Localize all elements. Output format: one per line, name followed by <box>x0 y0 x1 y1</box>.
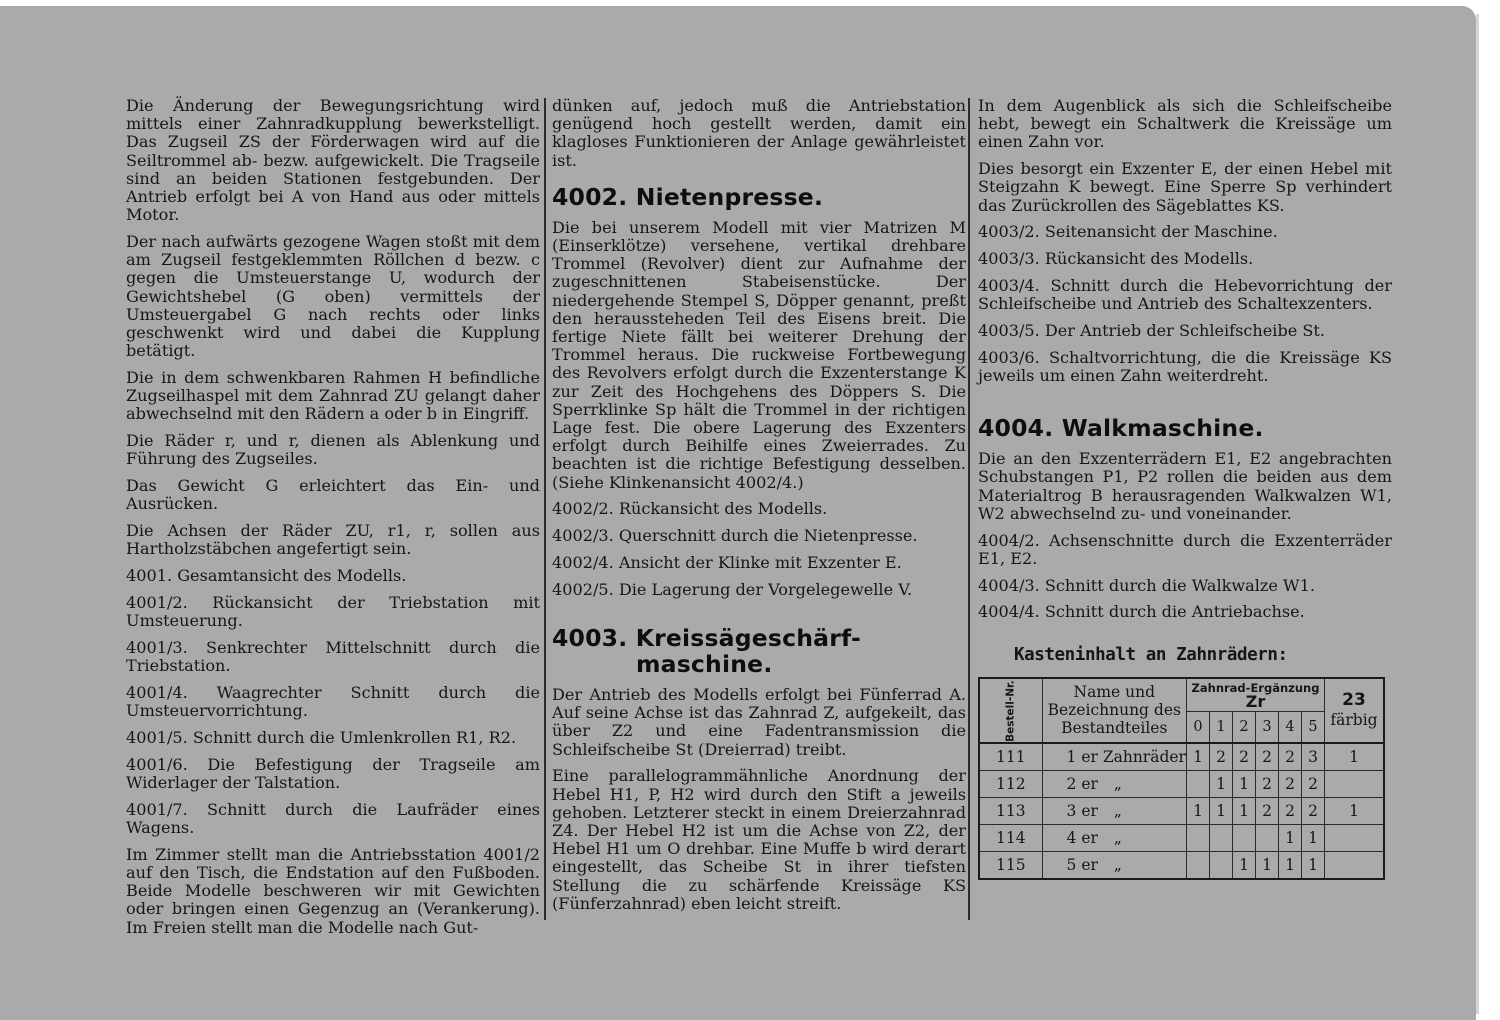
cell <box>1210 851 1233 879</box>
paragraph: dünken auf, jedoch muß die Antriebstation genügend hoch gestellt werden, damit ein klagloses Funktionieren der Anlage gewährleistet ist. <box>552 96 966 170</box>
figure-caption: 4002/2. Rückansicht des Modells. <box>552 499 828 519</box>
cell: 1 <box>1187 797 1210 824</box>
figure-caption: 4004/4. Schnitt durch die Antriebachse. <box>978 602 1305 622</box>
column-header-3: 3 <box>1256 711 1279 743</box>
table-title: Kasteninhalt an Zahnrädern: <box>1014 644 1288 665</box>
cell <box>1233 824 1256 851</box>
row-nr: 115 <box>979 851 1042 879</box>
heading-line: 4003. Kreissägeschärf- <box>552 624 861 653</box>
cell: 1 <box>1233 851 1256 879</box>
text-column-middle <box>552 97 966 922</box>
table-row <box>979 743 1384 771</box>
ditto-mark: „ <box>1113 774 1122 793</box>
column-header-name: Name und Bezeichnung des Bestandteiles <box>1042 678 1186 743</box>
cell: 1 <box>1302 824 1325 851</box>
cell <box>1210 824 1233 851</box>
row-nr: 112 <box>979 770 1042 797</box>
paragraph: Im Zimmer stellt man die Antriebsstation 4001/2 auf den Tisch, die Endstation auf den Fußboden. Beide Modelle beschweren wir mit Gewichten oder bringen einen Gegenzug an (Verankerung). Im Freien stellt man die Modelle nach Gut- <box>126 844 540 937</box>
cell: 3 <box>1302 743 1325 771</box>
figure-caption: 4001. Gesamtansicht des Modells. <box>126 566 407 586</box>
cell <box>1187 824 1210 851</box>
row-nr: 114 <box>979 824 1042 851</box>
figure-caption: 4004/2. Achsenschnitte durch die Exzenterräder E1, E2. <box>978 530 1392 568</box>
cell: 1 <box>1233 770 1256 797</box>
figure-caption: 4003/2. Seitenansicht der Maschine. <box>978 222 1278 242</box>
cell-farbig <box>1325 851 1385 879</box>
cell <box>1256 824 1279 851</box>
column-header-0: 0 <box>1187 711 1210 743</box>
column-rule-right <box>968 98 970 920</box>
paragraph: In dem Augenblick als sich die Schleifscheibe hebt, bewegt ein Schaltwerk die Kreissäge um einen Zahn vor. <box>978 96 1392 152</box>
column-header-bestell: Bestell-Nr. <box>979 678 1042 743</box>
row-name: 1 er Zahnräder <box>1042 743 1186 771</box>
group-label: Zahnrad-Ergänzung <box>1191 680 1320 695</box>
column-header-5: 5 <box>1302 711 1325 743</box>
cell: 2 <box>1302 770 1325 797</box>
ditto-mark: „ <box>1113 828 1122 847</box>
cell: 1 <box>1210 797 1233 824</box>
column-header-4: 4 <box>1279 711 1302 743</box>
cell: 2 <box>1302 797 1325 824</box>
cell: 1 <box>1302 851 1325 879</box>
column-header-1: 1 <box>1210 711 1233 743</box>
paragraph: Die Achsen der Räder ZU, r1, r, sollen aus Hartholzstäbchen angefertigt sein. <box>126 521 540 559</box>
cell-farbig <box>1325 824 1385 851</box>
column-header-farbig <box>1325 678 1385 743</box>
figure-caption: 4001/6. Die Befestigung der Tragseile am Widerlager der Talstation. <box>126 754 540 793</box>
figure-caption: 4001/7. Schnitt durch die Laufräder eines Wagens. <box>126 799 540 838</box>
figure-caption: 4001/2. Rückansicht der Triebstation mit Umsteuerung. <box>126 593 540 631</box>
cell: 1 <box>1279 824 1302 851</box>
paragraph: Die in dem schwenkbaren Rahmen H befindliche Zugseilhaspel mit dem Zahnrad ZU gelangt daher abwechselnd mit den Rädern a oder b in Eingriff. <box>126 368 540 424</box>
figure-caption: 4001/5. Schnitt durch die Umlenkrollen R1, R2. <box>126 728 517 748</box>
column-header-2: 2 <box>1233 711 1256 743</box>
paragraph: Dies besorgt ein Exzenter E, der einen Hebel mit Steigzahn K bewegt. Eine Sperre Sp verhindert das Zurückrollen des Sägeblattes KS. <box>978 159 1392 215</box>
cell-farbig: 1 <box>1325 743 1385 771</box>
section-heading-4004: 4004. Walkmaschine. <box>978 414 1264 443</box>
farbig-number: 23 <box>1342 690 1366 711</box>
gear-contents-table <box>978 677 1385 880</box>
table-row <box>979 824 1384 851</box>
cell <box>1187 851 1210 879</box>
cell: 2 <box>1279 770 1302 797</box>
figure-caption: 4003/4. Schnitt durch die Hebevorrichtung der Schleifscheibe und Antrieb des Schaltexzenters. <box>978 276 1392 314</box>
group-sub-label: Zr <box>1245 691 1266 711</box>
paragraph: Der Antrieb des Modells erfolgt bei Fünferrad A. Auf seine Achse ist das Zahnrad Z, aufgekeilt, das über Z2 und eine Fadentransmission die Schleifscheibe St (Dreierrad) treibt. <box>552 685 966 759</box>
paragraph: Die bei unserem Modell mit vier Matrizen M (Einserklötze) versehene, vertikal drehbare Trommel (Revolver) dient zur Aufnahme der zugeschnittenen Stabeisenstücke. Der niedergehende Stempel S, Döpper genannt, preßt den heraussteheden Teil des Eisens breit. Die fertige Niete fällt bei weiterer Drehung der Trommel heraus. Die ruckweise Fortbewegung des Revolvers erfolgt durch die Exzenterstange K zur Zeit des Hochgehens des Döppers S. Die Sperrklinke Sp hält die Trommel in der richtigen Lage fest. Die obere Lagerung des Exzenters erfolgt durch Beihilfe eines Zweierrades. Zu beachten ist die richtige Befestigung desselben. (Siehe Klinkenansicht 4002/4.) <box>552 217 966 492</box>
figure-caption: 4002/4. Ansicht der Klinke mit Exzenter E. <box>552 553 902 573</box>
cell: 1 <box>1210 770 1233 797</box>
cell: 2 <box>1256 770 1279 797</box>
paragraph: Der nach aufwärts gezogene Wagen stoßt mit dem am Zugseil festgeklemmten Röllchen d bezw. c gegen die Umsteuerstange U, wodurch der Gewichtshebel (G oben) vermittels der Umsteuergabel G nach rechts oder links geschwenkt wird und dabei die Kupplung betätigt. <box>126 232 540 361</box>
figure-caption: 4002/5. Die Lagerung der Vorgelegewelle V. <box>552 579 913 599</box>
heading-line: maschine. <box>636 650 773 679</box>
row-name: 2 er „ <box>1042 770 1186 797</box>
cell-farbig: 1 <box>1325 797 1385 824</box>
row-name: 3 er „ <box>1042 797 1186 824</box>
section-heading-4002: 4002. Nietenpresse. <box>552 182 824 211</box>
figure-caption: 4003/6. Schaltvorrichtung, die die Kreissäge KS jeweils um einen Zahn weiterdreht. <box>978 347 1392 385</box>
text-column-left <box>126 97 540 945</box>
figure-caption: 4001/3. Senkrechter Mittelschnitt durch die Triebstation. <box>126 638 540 676</box>
column-header-group <box>1187 678 1325 712</box>
cell: 2 <box>1256 797 1279 824</box>
ditto-mark: „ <box>1113 855 1122 874</box>
paragraph: Das Gewicht G erleichtert das Ein- und Ausrücken. <box>126 476 540 514</box>
paragraph: Die Änderung der Bewegungsrichtung wird mittels einer Zahnradkupplung bewerkstelligt. Das Zugseil ZS der Förderwagen wird auf die Seiltrommel ab- bezw. aufgewickelt. Die Tragseile sind an beiden Stationen festgebunden. Der Antrieb erfolgt bei A von Hand aus oder mittels Motor. <box>126 96 540 225</box>
farbig-label: färbig <box>1330 711 1378 730</box>
table-row <box>979 770 1384 797</box>
paragraph: Die an den Exzenterrädern E1, E2 angebrachten Schubstangen P1, P2 rollen die beiden aus dem Materialtrog B herausragenden Walkwalzen W1, W2 abwechselnd zu- und voneinander. <box>978 449 1392 523</box>
cell: 2 <box>1233 743 1256 771</box>
cell: 1 <box>1187 743 1210 771</box>
section-heading-4003 <box>552 625 966 677</box>
row-name: 5 er „ <box>1042 851 1186 879</box>
cell: 2 <box>1256 743 1279 771</box>
figure-caption: 4001/4. Waagrechter Schnitt durch die Umsteuervorrichtung. <box>126 683 540 721</box>
column-rule-left <box>544 98 546 920</box>
figure-caption: 4004/3. Schnitt durch die Walkwalze W1. <box>978 575 1315 595</box>
cell: 2 <box>1210 743 1233 771</box>
figure-caption: 4002/3. Querschnitt durch die Nietenpresse. <box>552 526 918 546</box>
text-column-right <box>978 97 1392 880</box>
table-row <box>979 797 1384 824</box>
cell: 1 <box>1256 851 1279 879</box>
paragraph: Eine parallelogrammähnliche Anordnung der Hebel H1, P, H2 wird durch den Stift a jeweils gehoben. Letzterer steckt in einem Dreierzahnrad Z4. Der Hebel H2 ist um die Achse von Z2, der Hebel H1 um O drehbar. Eine Muffe b wird derart eingestellt, das Scheibe St in ihrer tiefsten Stellung die zu schärfende Kreissäge KS (Fünferzahnrad) eben leicht streift. <box>552 766 966 913</box>
cell <box>1187 770 1210 797</box>
cell: 1 <box>1279 851 1302 879</box>
row-nr: 111 <box>979 743 1042 771</box>
figure-caption: 4003/5. Der Antrieb der Schleifscheibe St. <box>978 321 1325 340</box>
ditto-mark: „ <box>1113 801 1122 820</box>
row-name: 4 er „ <box>1042 824 1186 851</box>
cell-farbig <box>1325 770 1385 797</box>
cell: 1 <box>1233 797 1256 824</box>
cell: 2 <box>1279 743 1302 771</box>
figure-caption: 4003/3. Rückansicht des Modells. <box>978 249 1254 269</box>
row-nr: 113 <box>979 797 1042 824</box>
table-row <box>979 851 1384 879</box>
cell: 2 <box>1279 797 1302 824</box>
paragraph: Die Räder r, und r, dienen als Ablenkung und Führung des Zugseiles. <box>126 431 540 469</box>
